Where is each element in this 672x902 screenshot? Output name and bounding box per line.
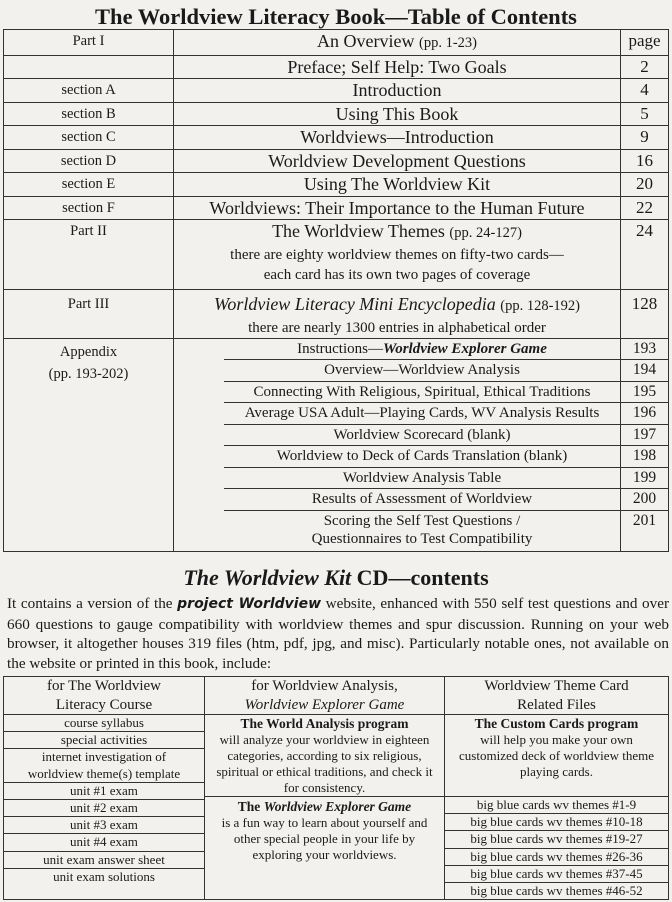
appendix-pages-col	[621, 338, 669, 551]
toc-page: 4	[621, 79, 669, 103]
toc-page: 2	[621, 55, 669, 79]
list-item: big blue cards wv themes #19-27	[445, 830, 668, 847]
appendix-item: Connecting With Religious, Spiritual, Ethical Traditions	[224, 381, 620, 403]
page-header: page	[621, 30, 669, 56]
toc-row-appendix	[4, 338, 669, 551]
kit-title-italic: The Worldview Kit	[183, 565, 352, 590]
program-desc: will analyze your worldview in eighteen categories, according to six religious, spiritual or ethical traditions, and check it for consistency.	[216, 732, 433, 795]
toc-entry-title: Worldviews: Their Importance to the Human Future	[174, 196, 621, 220]
appendix-item: Worldview Analysis Table	[224, 467, 620, 489]
toc-page: 20	[621, 173, 669, 197]
toc-entry-desc: there are nearly 1300 entries in alphabetical order	[248, 319, 546, 336]
toc-entry-title: Worldview Literacy Mini Encyclopedia	[213, 294, 496, 314]
toc-entry-title: Introduction	[174, 79, 621, 103]
kit-col-header: for Worldview Analysis, Worldview Explorer Game	[205, 677, 445, 715]
toc-label: Part II	[4, 220, 174, 290]
toc-page: 24	[621, 220, 669, 290]
toc-label	[4, 338, 174, 551]
list-item: unit #4 exam	[4, 833, 204, 850]
toc-row	[4, 196, 669, 220]
kit-title	[0, 565, 672, 591]
kit-header-row	[4, 677, 669, 715]
toc-label: Part I	[4, 30, 174, 56]
custom-cards-program	[445, 715, 668, 796]
toc-row	[4, 149, 669, 173]
toc-row-part2	[4, 220, 669, 290]
toc-page: 199	[621, 467, 668, 489]
toc-row	[4, 126, 669, 150]
list-item: unit #1 exam	[4, 782, 204, 799]
kit-col-header: for The Worldview Literacy Course	[4, 677, 205, 715]
list-item: special activities	[4, 731, 204, 748]
toc-page: 22	[621, 196, 669, 220]
toc-entry-pages: (pp. 24-127)	[449, 225, 522, 241]
analysis-program	[205, 715, 444, 796]
appendix-item: Scoring the Self Test Questions / Questionnaires to Test Compatibility	[224, 510, 620, 551]
kit-title-rest: CD—contents	[351, 565, 489, 590]
program-title: The World Analysis program	[240, 716, 409, 731]
toc-entry	[174, 290, 621, 339]
list-item: big blue cards wv themes #46-52	[445, 882, 668, 899]
explorer-game	[205, 796, 444, 863]
toc-label: section B	[4, 102, 174, 126]
list-item: course syllabus	[64, 715, 144, 730]
appendix-item: Instructions—Worldview Explorer Game	[297, 340, 547, 357]
toc-page: 9	[621, 126, 669, 150]
toc-row	[4, 173, 669, 197]
toc-page: 197	[621, 424, 668, 446]
toc-entry-title: An Overview	[317, 31, 415, 51]
list-item: big blue cards wv themes #10-18	[445, 813, 668, 830]
toc-entry-desc: there are eighty worldview themes on fifty-two cards—	[230, 246, 564, 263]
toc-page: 16	[621, 149, 669, 173]
toc-label: section C	[4, 126, 174, 150]
list-item: big blue cards wv themes #37-45	[445, 865, 668, 882]
course-list	[4, 715, 205, 900]
list-item: unit exam solutions	[4, 868, 204, 885]
list-item: internet investigation of worldview theme(s) template	[4, 748, 204, 781]
toc-row-part3	[4, 290, 669, 339]
program-title: The Worldview Explorer Game	[237, 799, 412, 814]
toc-page: 5	[621, 102, 669, 126]
toc-label	[4, 55, 174, 79]
kit-col-header: Worldview Theme Card Related Files	[445, 677, 669, 715]
appendix-item: Average USA Adult—Playing Cards, WV Analysis Results	[224, 402, 620, 424]
list-item: unit #3 exam	[4, 816, 204, 833]
toc-page: 201	[621, 510, 668, 551]
toc-table	[3, 29, 669, 552]
toc-page: 194	[621, 359, 668, 381]
list-item: big blue cards wv themes #26-36	[445, 848, 668, 865]
toc-title: The Worldview Literacy Book—Table of Contents	[95, 4, 577, 29]
list-item: unit #2 exam	[4, 799, 204, 816]
kit-body-row	[4, 715, 669, 900]
toc-row	[4, 79, 669, 103]
toc-label: section F	[4, 196, 174, 220]
toc-row	[4, 30, 669, 56]
toc-page: 200	[621, 488, 668, 510]
project-worldview-name: project Worldview	[177, 596, 322, 612]
toc-page: 195	[621, 381, 668, 403]
appendix-label: Appendix	[59, 343, 118, 360]
toc-page: 196	[621, 402, 668, 424]
appendix-item: Worldview to Deck of Cards Translation (blank)	[224, 445, 620, 467]
toc-entry-title: Worldview Development Questions	[174, 149, 621, 173]
toc-entry-pages: (pp. 128-192)	[500, 298, 581, 314]
toc-entry-title: Using This Book	[174, 102, 621, 126]
toc-entry-pages: (pp. 1-23)	[418, 35, 477, 51]
toc-page: 193	[632, 339, 657, 357]
toc-label: section A	[4, 79, 174, 103]
list-item: big blue cards wv themes #1-9	[445, 796, 668, 813]
toc-page: 198	[621, 445, 668, 467]
appendix-item: Worldview Scorecard (blank)	[224, 424, 620, 446]
toc-label: section D	[4, 149, 174, 173]
toc-row	[4, 102, 669, 126]
appendix-list	[174, 338, 621, 551]
card-files	[445, 715, 669, 900]
toc-label: section E	[4, 173, 174, 197]
toc-row	[4, 55, 669, 79]
program-desc: will help you make your own customized deck of worldview theme playing cards.	[459, 732, 654, 779]
toc-page: 128	[621, 290, 669, 339]
list-item: unit exam answer sheet	[4, 851, 204, 868]
appendix-item: Results of Assessment of Worldview	[224, 488, 620, 510]
program-title: The Custom Cards program	[474, 716, 639, 731]
toc-label: Part III	[4, 290, 174, 339]
toc-entry-title: Using The Worldview Kit	[174, 173, 621, 197]
program-desc: is a fun way to learn about yourself and other special people in your life by exploring your worldviews.	[221, 815, 428, 862]
kit-table	[3, 676, 669, 900]
toc-entry-desc: each card has its own two pages of coverage	[263, 266, 531, 283]
toc-entry-title: Worldviews—Introduction	[174, 126, 621, 150]
analysis-programs	[205, 715, 445, 900]
toc-entry-title: The Worldview Themes	[272, 221, 445, 241]
appendix-item: Overview—Worldview Analysis	[224, 359, 620, 381]
appendix-pages: (pp. 193-202)	[48, 365, 129, 382]
toc-entry	[174, 30, 621, 56]
toc-entry-title: Preface; Self Help: Two Goals	[174, 55, 621, 79]
toc-entry	[174, 220, 621, 290]
kit-description: It contains a version of the project Worldview website, enhanced with 550 self test questions and over 660 questions to gauge compatibility with worldview themes and spur discussion. Running on your web browser, it altogether houses 319 files (htm, pdf, jpg, and misc). Particularly notable ones, not available on the website or printed in this book, include:	[7, 595, 670, 672]
